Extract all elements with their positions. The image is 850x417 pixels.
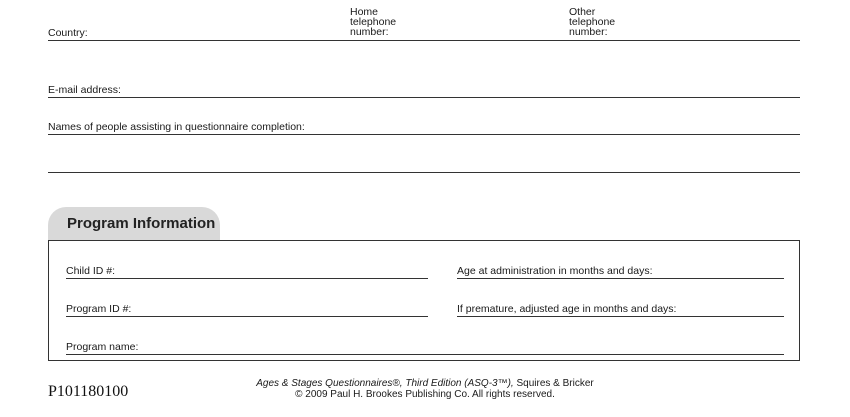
assistants-underline	[48, 134, 800, 135]
citation-authors: Squires & Bricker	[513, 378, 594, 389]
country-field[interactable]	[92, 26, 336, 40]
country-label: Country:	[48, 27, 88, 39]
form-code: P101180100	[48, 383, 129, 400]
footer-citation	[230, 378, 620, 400]
premature-underline	[457, 316, 784, 317]
assistants-underline-2	[48, 172, 800, 173]
other-phone-label: Other telephone number:	[569, 6, 616, 38]
country-phone-underline	[48, 40, 800, 41]
citation-line	[230, 378, 620, 389]
child-id-field[interactable]	[128, 264, 427, 278]
assistants-field[interactable]	[300, 120, 799, 134]
other-phone-field[interactable]	[612, 26, 801, 40]
assistants-label: Names of people assisting in questionnaire completion:	[48, 121, 305, 133]
home-phone-label: Home telephone number:	[350, 6, 397, 38]
program-name-label: Program name:	[66, 341, 139, 353]
age-admin-field[interactable]	[648, 264, 784, 278]
email-underline	[48, 97, 800, 98]
premature-label: If premature, adjusted age in months and days:	[457, 303, 677, 315]
home-phone-field[interactable]	[392, 26, 556, 40]
assistants-field-line-2[interactable]	[50, 158, 799, 172]
age-admin-underline	[457, 278, 784, 279]
age-admin-label: Age at administration in months and days:	[457, 265, 653, 277]
program-name-field[interactable]	[141, 340, 783, 354]
email-field[interactable]	[130, 83, 799, 97]
program-name-underline	[66, 354, 784, 355]
premature-age-field[interactable]	[668, 302, 784, 316]
email-label: E-mail address:	[48, 84, 121, 96]
program-id-underline	[66, 316, 428, 317]
child-id-underline	[66, 278, 428, 279]
copyright-line: © 2009 Paul H. Brookes Publishing Co. All rights reserved.	[295, 389, 555, 400]
program-id-field[interactable]	[132, 302, 427, 316]
child-id-label: Child ID #:	[66, 265, 116, 277]
citation-title: Ages & Stages Questionnaires®, Third Edition (ASQ-3™),	[256, 378, 514, 389]
program-info-title: Program Information	[67, 215, 216, 232]
program-id-label: Program ID #:	[66, 303, 132, 315]
